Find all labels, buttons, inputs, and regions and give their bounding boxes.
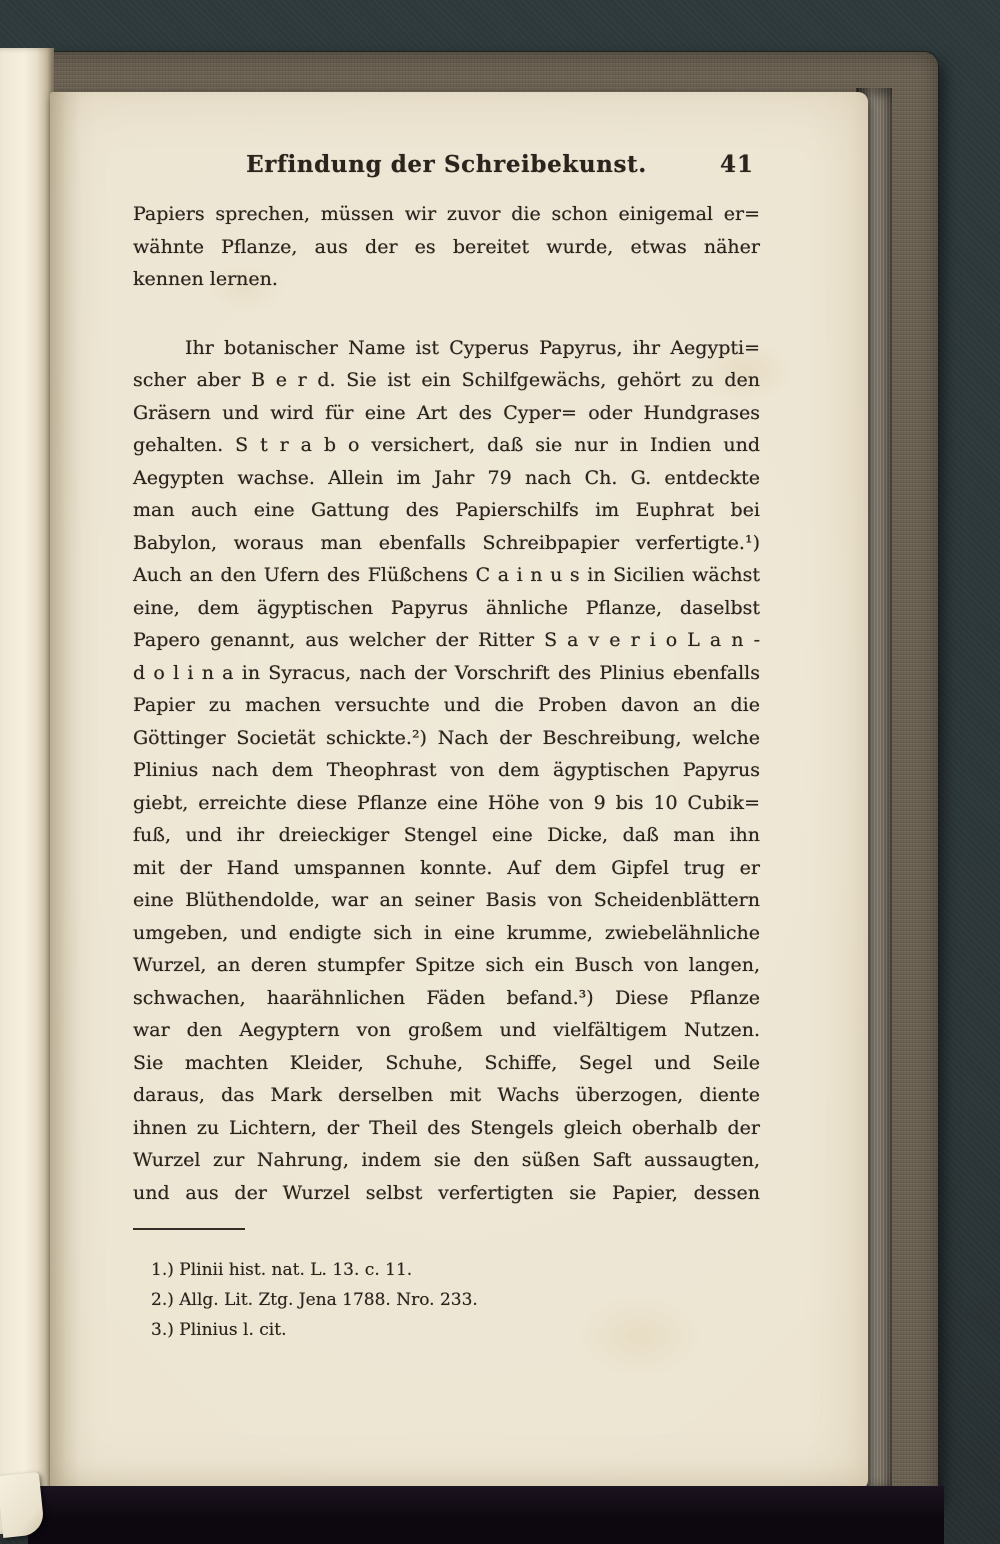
gutter-page-curl <box>0 48 54 1534</box>
text-line: Papero genannt, aus welcher der Ritter S a v e r i o L a n - <box>133 629 760 651</box>
text-line: Babylon, woraus man ebenfalls Schreibpapier verfertigte.¹) <box>133 531 760 554</box>
footnote-line: 1.) Plinii hist. nat. L. 13. c. 11. <box>151 1260 413 1280</box>
text-line: Ihr botanischer Name ist Cyperus Papyrus, ihr Aegypti= <box>185 336 760 359</box>
body-text <box>133 198 760 1209</box>
running-header <box>133 148 760 182</box>
footnote-line: 3.) Plinius l. cit. <box>151 1320 287 1340</box>
text-line: Auch an den Ufern des Flüßchens C a i n u s in Sicilien wächst <box>133 564 760 586</box>
page-number: 41 <box>719 151 754 178</box>
text-line: Wurzel, an deren stumpfer Spitze sich ein Busch von langen, <box>133 954 760 976</box>
footnote-line: 2.) Allg. Lit. Ztg. Jena 1788. Nro. 233. <box>151 1290 478 1310</box>
text-line: war den Aegyptern von großem und vielfältigem Nutzen. <box>133 1019 760 1041</box>
footnotes <box>151 1255 711 1345</box>
text-line: Aegypten wachse. Allein im Jahr 79 nach Ch. G. entdeckte <box>133 466 760 489</box>
text-line: wähnte Pflanze, aus der es bereitet wurde, etwas näher <box>133 235 760 258</box>
footnote-rule <box>133 1228 245 1230</box>
text-line: Göttinger Societät schickte.²) Nach der Beschreibung, welche <box>133 726 760 749</box>
text-line: eine Blüthendolde, war an seiner Basis von Scheidenblättern <box>133 889 760 911</box>
scanner-bed-shadow <box>28 1486 944 1544</box>
text-line: gehalten. S t r a b o versichert, daß sie nur in Indien und <box>133 434 760 456</box>
text-line: giebt, erreichte diese Pflanze eine Höhe von 9 bis 10 Cubik= <box>133 791 760 814</box>
text-line: Sie machten Kleider, Schuhe, Schiffe, Segel und Seile <box>133 1051 760 1074</box>
text-line: schwachen, haarähnlichen Fäden befand.³) Diese Pflanze <box>133 986 760 1009</box>
text-line: daraus, das Mark derselben mit Wachs überzogen, diente <box>133 1084 760 1106</box>
page-crease <box>50 92 80 1490</box>
text-line: mit der Hand umspannen konnte. Auf dem Gipfel trug er <box>133 856 760 879</box>
paragraph <box>133 198 760 296</box>
text-line: umgeben, und endigte sich in eine krumme, zwiebelähnliche <box>133 921 760 944</box>
text-line: ihnen zu Lichtern, der Theil des Stengels gleich oberhalb der <box>133 1116 760 1139</box>
text-line: und aus der Wurzel selbst verfertigten sie Papier, dessen <box>133 1181 760 1204</box>
text-line: kennen lernen. <box>133 268 278 290</box>
text-line: Gräsern und wird für eine Art des Cyper= oder Hundgrases <box>133 401 760 424</box>
text-line: man auch eine Gattung des Papierschilfs im Euphrat bei <box>133 499 760 521</box>
book-page <box>50 92 868 1490</box>
text-line: Papier zu machen versuchte und die Proben davon an die <box>133 694 760 716</box>
paragraph <box>133 332 760 1210</box>
text-line: eine, dem ägyptischen Papyrus ähnliche Pflanze, daselbst <box>133 596 760 619</box>
text-line: Wurzel zur Nahrung, indem sie den süßen Saft aussaugten, <box>133 1149 760 1171</box>
text-line: Papiers sprechen, müssen wir zuvor die schon einigemal er= <box>133 203 760 225</box>
header-title: Erfindung der Schreibekunst. <box>246 151 647 178</box>
text-line: d o l i n a in Syracus, nach der Vorschrift des Plinius ebenfalls <box>133 661 760 684</box>
text-line: fuß, und ihr dreieckiger Stengel eine Dicke, daß man ihn <box>133 824 760 846</box>
text-line: Plinius nach dem Theophrast von dem ägyptischen Papyrus <box>133 759 760 781</box>
text-line: scher aber B e r d. Sie ist ein Schilfgewächs, gehört zu den <box>133 369 760 391</box>
